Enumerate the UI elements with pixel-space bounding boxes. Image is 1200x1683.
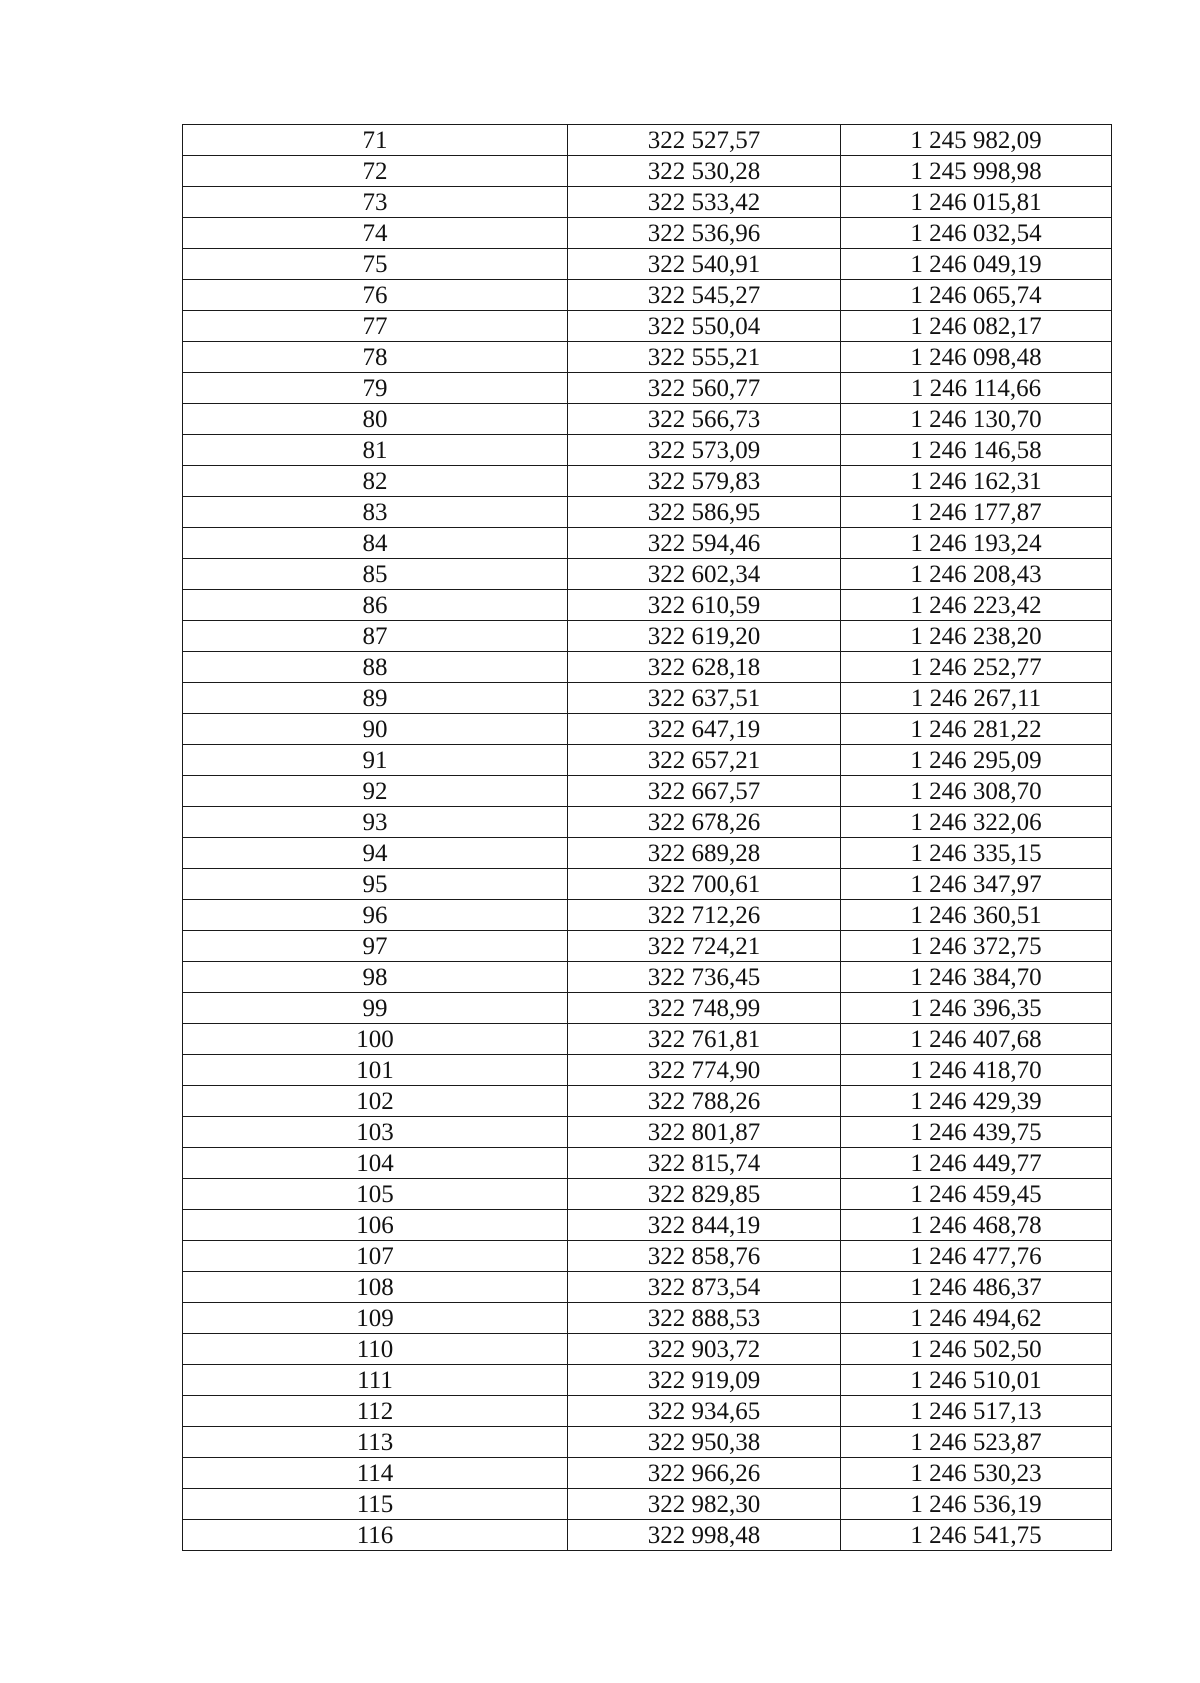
y-coordinate-cell: 1 246 384,70 <box>841 962 1112 993</box>
point-number-cell: 101 <box>183 1055 568 1086</box>
table-row <box>183 1117 1112 1148</box>
point-number-cell: 90 <box>183 714 568 745</box>
y-coordinate-cell: 1 246 486,37 <box>841 1272 1112 1303</box>
point-number-cell: 76 <box>183 280 568 311</box>
x-coordinate-cell: 322 873,54 <box>568 1272 841 1303</box>
point-number-cell: 75 <box>183 249 568 280</box>
point-number-cell: 111 <box>183 1365 568 1396</box>
table-row <box>183 1427 1112 1458</box>
x-coordinate-cell: 322 815,74 <box>568 1148 841 1179</box>
x-coordinate-cell: 322 844,19 <box>568 1210 841 1241</box>
table-row <box>183 776 1112 807</box>
point-number-cell: 96 <box>183 900 568 931</box>
table-row <box>183 1272 1112 1303</box>
table-row <box>183 1365 1112 1396</box>
y-coordinate-cell: 1 246 049,19 <box>841 249 1112 280</box>
y-coordinate-cell: 1 246 065,74 <box>841 280 1112 311</box>
y-coordinate-cell: 1 246 295,09 <box>841 745 1112 776</box>
table-row <box>183 1520 1112 1551</box>
x-coordinate-cell: 322 998,48 <box>568 1520 841 1551</box>
point-number-cell: 93 <box>183 807 568 838</box>
table-row <box>183 1210 1112 1241</box>
y-coordinate-cell: 1 246 267,11 <box>841 683 1112 714</box>
table-row <box>183 1179 1112 1210</box>
x-coordinate-cell: 322 619,20 <box>568 621 841 652</box>
table-row <box>183 838 1112 869</box>
table-row <box>183 373 1112 404</box>
point-number-cell: 104 <box>183 1148 568 1179</box>
x-coordinate-cell: 322 724,21 <box>568 931 841 962</box>
y-coordinate-cell: 1 246 523,87 <box>841 1427 1112 1458</box>
coordinates-table-body <box>183 125 1112 1551</box>
y-coordinate-cell: 1 246 468,78 <box>841 1210 1112 1241</box>
table-row <box>183 466 1112 497</box>
point-number-cell: 80 <box>183 404 568 435</box>
y-coordinate-cell: 1 246 082,17 <box>841 311 1112 342</box>
y-coordinate-cell: 1 245 982,09 <box>841 125 1112 156</box>
table-row <box>183 1148 1112 1179</box>
x-coordinate-cell: 322 712,26 <box>568 900 841 931</box>
y-coordinate-cell: 1 246 360,51 <box>841 900 1112 931</box>
point-number-cell: 91 <box>183 745 568 776</box>
x-coordinate-cell: 322 540,91 <box>568 249 841 280</box>
x-coordinate-cell: 322 602,34 <box>568 559 841 590</box>
point-number-cell: 95 <box>183 869 568 900</box>
x-coordinate-cell: 322 829,85 <box>568 1179 841 1210</box>
y-coordinate-cell: 1 246 252,77 <box>841 652 1112 683</box>
point-number-cell: 84 <box>183 528 568 559</box>
y-coordinate-cell: 1 246 347,97 <box>841 869 1112 900</box>
point-number-cell: 106 <box>183 1210 568 1241</box>
y-coordinate-cell: 1 246 502,50 <box>841 1334 1112 1365</box>
x-coordinate-cell: 322 527,57 <box>568 125 841 156</box>
y-coordinate-cell: 1 246 130,70 <box>841 404 1112 435</box>
x-coordinate-cell: 322 545,27 <box>568 280 841 311</box>
x-coordinate-cell: 322 555,21 <box>568 342 841 373</box>
point-number-cell: 77 <box>183 311 568 342</box>
table-row <box>183 559 1112 590</box>
y-coordinate-cell: 1 246 223,42 <box>841 590 1112 621</box>
x-coordinate-cell: 322 858,76 <box>568 1241 841 1272</box>
y-coordinate-cell: 1 246 396,35 <box>841 993 1112 1024</box>
x-coordinate-cell: 322 801,87 <box>568 1117 841 1148</box>
y-coordinate-cell: 1 246 530,23 <box>841 1458 1112 1489</box>
point-number-cell: 112 <box>183 1396 568 1427</box>
y-coordinate-cell: 1 246 308,70 <box>841 776 1112 807</box>
y-coordinate-cell: 1 246 162,31 <box>841 466 1112 497</box>
x-coordinate-cell: 322 950,38 <box>568 1427 841 1458</box>
table-row <box>183 1303 1112 1334</box>
y-coordinate-cell: 1 246 510,01 <box>841 1365 1112 1396</box>
x-coordinate-cell: 322 573,09 <box>568 435 841 466</box>
table-row <box>183 125 1112 156</box>
point-number-cell: 85 <box>183 559 568 590</box>
point-number-cell: 108 <box>183 1272 568 1303</box>
point-number-cell: 94 <box>183 838 568 869</box>
y-coordinate-cell: 1 246 459,45 <box>841 1179 1112 1210</box>
point-number-cell: 110 <box>183 1334 568 1365</box>
y-coordinate-cell: 1 246 193,24 <box>841 528 1112 559</box>
y-coordinate-cell: 1 246 281,22 <box>841 714 1112 745</box>
table-row <box>183 1458 1112 1489</box>
table-row <box>183 962 1112 993</box>
y-coordinate-cell: 1 245 998,98 <box>841 156 1112 187</box>
y-coordinate-cell: 1 246 477,76 <box>841 1241 1112 1272</box>
table-row <box>183 435 1112 466</box>
x-coordinate-cell: 322 700,61 <box>568 869 841 900</box>
point-number-cell: 79 <box>183 373 568 404</box>
point-number-cell: 82 <box>183 466 568 497</box>
table-row <box>183 218 1112 249</box>
x-coordinate-cell: 322 657,21 <box>568 745 841 776</box>
table-row <box>183 931 1112 962</box>
table-row <box>183 993 1112 1024</box>
point-number-cell: 97 <box>183 931 568 962</box>
x-coordinate-cell: 322 678,26 <box>568 807 841 838</box>
table-row <box>183 683 1112 714</box>
point-number-cell: 71 <box>183 125 568 156</box>
point-number-cell: 74 <box>183 218 568 249</box>
point-number-cell: 109 <box>183 1303 568 1334</box>
coordinates-table <box>182 124 1112 1551</box>
table-row <box>183 1241 1112 1272</box>
y-coordinate-cell: 1 246 177,87 <box>841 497 1112 528</box>
y-coordinate-cell: 1 246 098,48 <box>841 342 1112 373</box>
x-coordinate-cell: 322 919,09 <box>568 1365 841 1396</box>
y-coordinate-cell: 1 246 238,20 <box>841 621 1112 652</box>
x-coordinate-cell: 322 647,19 <box>568 714 841 745</box>
y-coordinate-cell: 1 246 536,19 <box>841 1489 1112 1520</box>
point-number-cell: 115 <box>183 1489 568 1520</box>
x-coordinate-cell: 322 966,26 <box>568 1458 841 1489</box>
x-coordinate-cell: 322 530,28 <box>568 156 841 187</box>
point-number-cell: 100 <box>183 1024 568 1055</box>
y-coordinate-cell: 1 246 032,54 <box>841 218 1112 249</box>
x-coordinate-cell: 322 610,59 <box>568 590 841 621</box>
y-coordinate-cell: 1 246 015,81 <box>841 187 1112 218</box>
x-coordinate-cell: 322 689,28 <box>568 838 841 869</box>
table-row <box>183 1086 1112 1117</box>
x-coordinate-cell: 322 533,42 <box>568 187 841 218</box>
point-number-cell: 103 <box>183 1117 568 1148</box>
y-coordinate-cell: 1 246 208,43 <box>841 559 1112 590</box>
table-row <box>183 590 1112 621</box>
table-row <box>183 1055 1112 1086</box>
table-row <box>183 1334 1112 1365</box>
x-coordinate-cell: 322 628,18 <box>568 652 841 683</box>
table-row <box>183 497 1112 528</box>
table-row <box>183 652 1112 683</box>
table-row <box>183 187 1112 218</box>
point-number-cell: 102 <box>183 1086 568 1117</box>
table-row <box>183 1489 1112 1520</box>
x-coordinate-cell: 322 550,04 <box>568 311 841 342</box>
table-row <box>183 714 1112 745</box>
x-coordinate-cell: 322 788,26 <box>568 1086 841 1117</box>
table-row <box>183 249 1112 280</box>
point-number-cell: 114 <box>183 1458 568 1489</box>
x-coordinate-cell: 322 903,72 <box>568 1334 841 1365</box>
x-coordinate-cell: 322 579,83 <box>568 466 841 497</box>
point-number-cell: 78 <box>183 342 568 373</box>
y-coordinate-cell: 1 246 429,39 <box>841 1086 1112 1117</box>
point-number-cell: 86 <box>183 590 568 621</box>
point-number-cell: 113 <box>183 1427 568 1458</box>
y-coordinate-cell: 1 246 494,62 <box>841 1303 1112 1334</box>
x-coordinate-cell: 322 774,90 <box>568 1055 841 1086</box>
table-row <box>183 807 1112 838</box>
point-number-cell: 83 <box>183 497 568 528</box>
x-coordinate-cell: 322 934,65 <box>568 1396 841 1427</box>
point-number-cell: 87 <box>183 621 568 652</box>
y-coordinate-cell: 1 246 322,06 <box>841 807 1112 838</box>
x-coordinate-cell: 322 637,51 <box>568 683 841 714</box>
y-coordinate-cell: 1 246 335,15 <box>841 838 1112 869</box>
point-number-cell: 88 <box>183 652 568 683</box>
point-number-cell: 99 <box>183 993 568 1024</box>
x-coordinate-cell: 322 761,81 <box>568 1024 841 1055</box>
x-coordinate-cell: 322 536,96 <box>568 218 841 249</box>
x-coordinate-cell: 322 736,45 <box>568 962 841 993</box>
x-coordinate-cell: 322 566,73 <box>568 404 841 435</box>
table-row <box>183 528 1112 559</box>
point-number-cell: 81 <box>183 435 568 466</box>
y-coordinate-cell: 1 246 372,75 <box>841 931 1112 962</box>
point-number-cell: 116 <box>183 1520 568 1551</box>
point-number-cell: 89 <box>183 683 568 714</box>
y-coordinate-cell: 1 246 449,77 <box>841 1148 1112 1179</box>
table-row <box>183 1396 1112 1427</box>
table-row <box>183 311 1112 342</box>
table-row <box>183 280 1112 311</box>
point-number-cell: 98 <box>183 962 568 993</box>
table-row <box>183 900 1112 931</box>
table-row <box>183 156 1112 187</box>
x-coordinate-cell: 322 594,46 <box>568 528 841 559</box>
table-row <box>183 342 1112 373</box>
y-coordinate-cell: 1 246 517,13 <box>841 1396 1112 1427</box>
y-coordinate-cell: 1 246 541,75 <box>841 1520 1112 1551</box>
x-coordinate-cell: 322 560,77 <box>568 373 841 404</box>
x-coordinate-cell: 322 667,57 <box>568 776 841 807</box>
x-coordinate-cell: 322 982,30 <box>568 1489 841 1520</box>
table-row <box>183 621 1112 652</box>
table-row <box>183 869 1112 900</box>
x-coordinate-cell: 322 586,95 <box>568 497 841 528</box>
point-number-cell: 105 <box>183 1179 568 1210</box>
y-coordinate-cell: 1 246 146,58 <box>841 435 1112 466</box>
point-number-cell: 107 <box>183 1241 568 1272</box>
table-row <box>183 745 1112 776</box>
point-number-cell: 72 <box>183 156 568 187</box>
y-coordinate-cell: 1 246 418,70 <box>841 1055 1112 1086</box>
y-coordinate-cell: 1 246 439,75 <box>841 1117 1112 1148</box>
table-row <box>183 404 1112 435</box>
x-coordinate-cell: 322 888,53 <box>568 1303 841 1334</box>
table-row <box>183 1024 1112 1055</box>
y-coordinate-cell: 1 246 114,66 <box>841 373 1112 404</box>
x-coordinate-cell: 322 748,99 <box>568 993 841 1024</box>
point-number-cell: 73 <box>183 187 568 218</box>
point-number-cell: 92 <box>183 776 568 807</box>
y-coordinate-cell: 1 246 407,68 <box>841 1024 1112 1055</box>
